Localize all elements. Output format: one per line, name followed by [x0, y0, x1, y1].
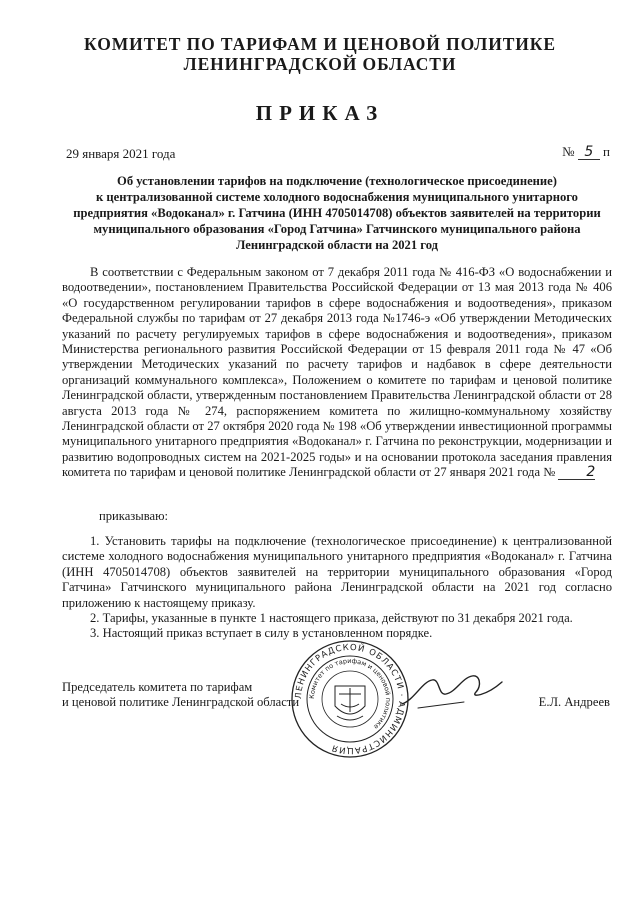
organization-name: [0, 34, 640, 74]
subject-line-3: предприятия «Водоканал» г. Гатчина (ИНН 4705014708) объектов заявителей на территории: [73, 206, 601, 220]
document-number: [562, 144, 610, 160]
number-prefix: №: [562, 144, 575, 159]
signer-position-line-2: и ценовой политике Ленинградской области: [62, 695, 300, 710]
org-line-2: ЛЕНИНГРАДСКОЙ ОБЛАСТИ: [183, 54, 457, 74]
signer-position-line-1: Председатель комитета по тарифам: [62, 680, 253, 694]
seal-emblem: [335, 686, 365, 720]
subject-line-4: муниципального образования «Город Гатчина» Гатчинского муниципального района: [93, 222, 581, 236]
document-date: 29 января 2021 года: [66, 146, 176, 161]
signer-position: [62, 680, 299, 711]
seal-outer-text: ЛЕНИНГРАДСКОЙ ОБЛАСТИ · АДМИНИСТРАЦИЯ: [293, 642, 407, 756]
seal-inner-text: Комитет по тарифам и ценовой политике: [307, 656, 393, 731]
subject-line-5: Ленинградской области на 2021 год: [236, 238, 438, 252]
document-type: ПРИКАЗ: [255, 101, 385, 125]
preamble-text: В соответствии с Федеральным законом от 7 декабря 2011 года № 416-ФЗ «О водоснабжении и водоотведении», постановлением Правительства Российской Федерации от 13 мая 2013 года № 406 «О государственном регулировании тарифов в сфере водоснабжения и водоотведения», приказом Федеральной службы по тарифам от 27 декабря 2013 года №1746-э «Об утверждении Методических указаний по расчету регулируемых тарифов в сфере водоснабжения и водоотведения», приказом Министерства регионального развития Российской Федерации от 15 февраля 2011 года № 47 «Об утверждении Методических указаний по расчету тарифов и надбавок в сфере деятельности организаций коммунального комплекса», Положением о комитете по тарифам и ценовой политике Ленинградской области, утвержденным постановлением Правительства Ленинградской области от 28 августа 2013 года № 274, распоряжением комитета по жилищно-коммунальному хозяйству Ленинградской области от 27 октября 2020 года № 198 «Об утверждении инвестиционной программы муниципального унитарного предприятия «Водоканал» г. Гатчина по реконструкции, модернизации и развитию водопроводных систем на 2021-2025 годы» и на основании протокола заседания правления комитета по тарифам и ценовой политике Ленинградской области от 27 января 2021 года №: [62, 265, 612, 480]
number-suffix: п: [603, 144, 610, 159]
order-item-2: 2. Тарифы, указанные в пункте 1 настоящего приказа, действуют по 31 декабря 2021 года.: [90, 611, 573, 626]
official-seal-icon: [289, 638, 411, 760]
order-item-3: 3. Настоящий приказ вступает в силу в установленном порядке.: [90, 626, 433, 641]
document-subject: [62, 173, 612, 253]
orders-word: приказываю:: [99, 509, 169, 523]
protocol-number-handwritten: 2: [558, 465, 595, 480]
signer-name: Е.Л. Андреев: [538, 695, 610, 709]
subject-line-2: к централизованной системе холодного водоснабжения муниципального унитарного: [96, 190, 578, 204]
number-handwritten: 5: [578, 145, 600, 160]
handwritten-signature-icon: [398, 672, 508, 712]
subject-line-1: Об установлении тарифов на подключение (технологическое присоединение): [117, 174, 557, 188]
order-item-1: 1. Установить тарифы на подключение (технологическое присоединение) к централизованной системе холодного водоснабжения муниципального унитарного предприятия «Водоканал» г. Гатчина (ИНН 4705014708) объектов заявителей на территории муниципального образования «Город Гатчина» Гатчинского муниципального района Ленинградской области на 2021 год согласно приложению к настоящему приказу.: [62, 534, 612, 610]
org-line-1: КОМИТЕТ ПО ТАРИФАМ И ЦЕНОВОЙ ПОЛИТИКЕ: [84, 34, 556, 54]
preamble-paragraph: [62, 265, 612, 481]
order-items: [62, 534, 612, 642]
